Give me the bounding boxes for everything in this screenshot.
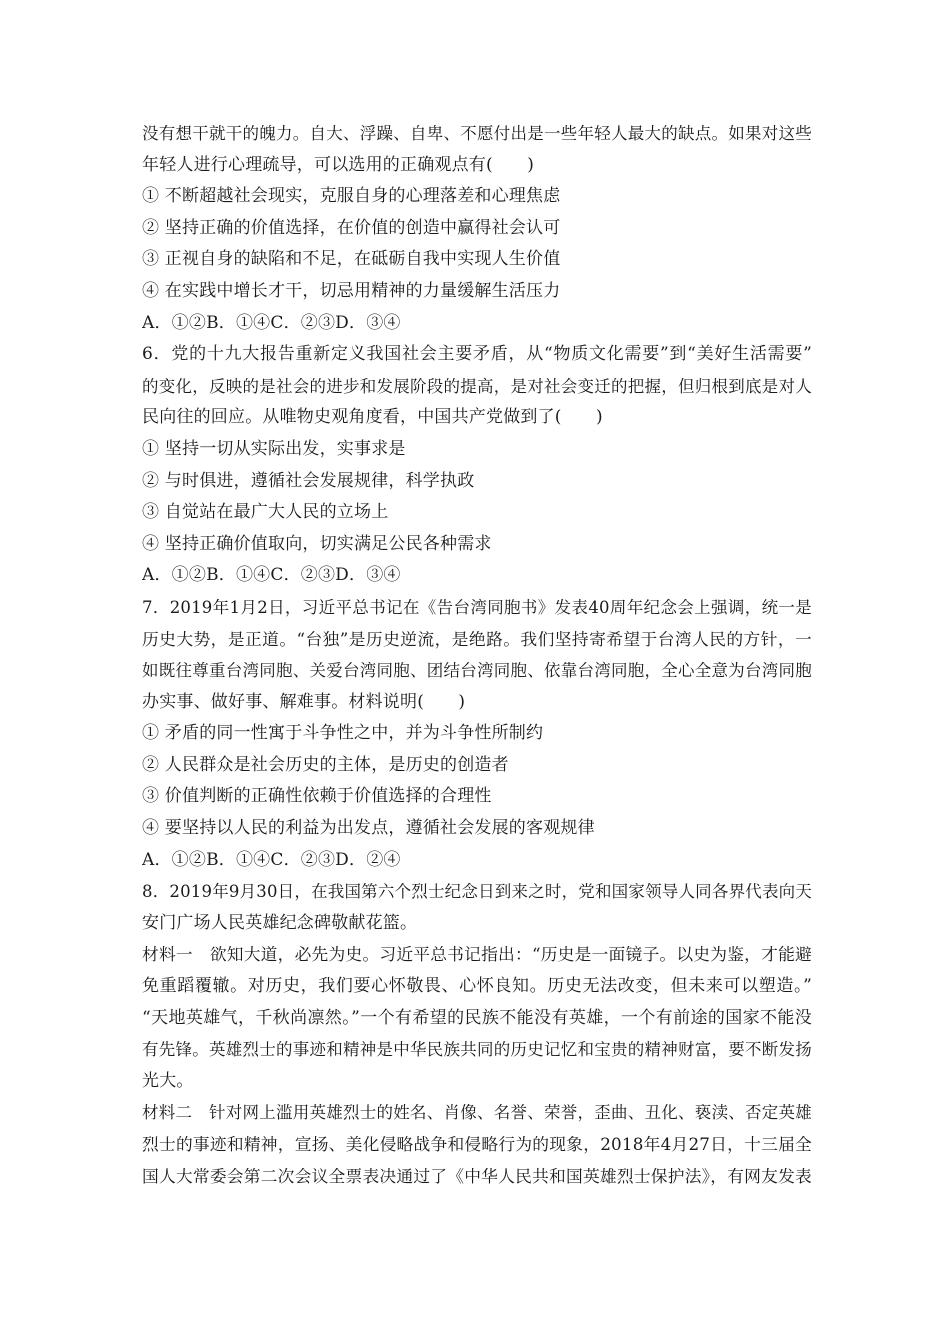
question-stem-end: 民向往的回应。从唯物史观角度看，中国共产党做到了( )	[142, 407, 603, 428]
option-4: ④ 在实践中增长才干，切忌用精神的力量缓解生活压力	[142, 280, 561, 301]
option-3: ③ 正视自身的缺陷和不足，在砥砺自我中实现人生价值	[142, 249, 561, 270]
text-line: 安门广场人民英雄纪念碑敬献花篮。	[142, 912, 418, 933]
option-3: ③ 自觉站在最广大人民的立场上	[142, 502, 389, 523]
text-line: 国人大常委会第二次会议全票表决通过了《中华人民共和国英雄烈士保护法》，有网友发表	[142, 1165, 812, 1186]
option-2: ② 人民群众是社会历史的主体，是历史的创造者	[142, 754, 509, 775]
option-1: ① 坚持一切从实际出发，实事求是	[142, 438, 406, 459]
option-2: ② 坚持正确的价值选择，在价值的创造中赢得社会认可	[142, 217, 561, 238]
text-line: “天地英雄气，千秋尚凛然。”一个有希望的民族不能没有英雄，一个有前途的国家不能没	[142, 1007, 812, 1028]
question-6-stem: 6．党的十九大报告重新定义我国社会主要矛盾，从“物质文化需要”到“美好生活需要”	[142, 344, 812, 365]
text-line: 光大。	[142, 1070, 194, 1091]
question-stem-end: 办实事、做好事、解难事。材料说明( )	[142, 691, 466, 712]
option-2: ② 与时俱进，遵循社会发展规律，科学执政	[142, 470, 475, 491]
text-line: 烈士的事迹和精神，宣扬、美化侵略战争和侵略行为的现象，2018年4月27日，十三届全	[142, 1134, 812, 1154]
option-4: ④ 坚持正确价值取向，切实满足公民各种需求	[142, 533, 492, 554]
document-page	[142, 118, 812, 1192]
question-8-stem: 8．2019年9月30日，在我国第六个烈士纪念日到来之时，党和国家领导人同各界代表向天	[142, 882, 812, 902]
option-4: ④ 要坚持以人民的利益为出发点，遵循社会发展的客观规律	[142, 818, 595, 839]
option-1: ① 矛盾的同一性寓于斗争性之中，并为斗争性所制约	[142, 723, 544, 744]
text-line: 历史大势，是正道。“台独”是历史逆流，是绝路。我们坚持寄希望于台湾人民的方针，一	[142, 628, 812, 649]
text-line: 的变化，反映的是社会的进步和发展阶段的提高，是对社会变迁的把握，但归根到底是对人	[142, 376, 812, 396]
answer-choices: A．①②B．①④C．②③D．②④	[142, 849, 401, 870]
option-3: ③ 价值判断的正确性依赖于价值选择的合理性	[142, 786, 492, 807]
material-1: 材料一 欲知大道，必先为史。习近平总书记指出：“历史是一面镜子。以史为鉴，才能避	[142, 944, 812, 965]
text-line: 免重蹈覆辙。对历史，我们要心怀敬畏、心怀良知。历史无法改变，但未来可以塑造。”	[142, 976, 812, 997]
text-line: 没有想干就干的魄力。自大、浮躁、自卑、不愿付出是一些年轻人最大的缺点。如果对这些	[142, 124, 812, 143]
answer-choices: A．①②B．①④C．②③D．③④	[142, 565, 401, 586]
text-line: 有先锋。英雄烈士的事迹和精神是中华民族共同的历史记忆和宝贵的精神财富，要不断发扬	[142, 1040, 812, 1060]
material-2: 材料二 针对网上滥用英雄烈士的姓名、肖像、名誉、荣誉，歪曲、丑化、亵渎、否定英雄	[142, 1103, 812, 1123]
question-7-stem: 7．2019年1月2日，习近平总书记在《告台湾同胞书》发表40周年纪念会上强调，统一是	[142, 597, 812, 617]
option-1: ① 不断超越社会现实，克服自身的心理落差和心理焦虑	[142, 186, 561, 207]
question-stem-end: 年轻人进行心理疏导，可以选用的正确观点有( )	[142, 154, 535, 175]
text-line: 如既往尊重台湾同胞、关爱台湾同胞、团结台湾同胞、依靠台湾同胞，全心全意为台湾同胞	[142, 661, 812, 681]
answer-choices: A．①②B．①④C．②③D．③④	[142, 312, 401, 333]
